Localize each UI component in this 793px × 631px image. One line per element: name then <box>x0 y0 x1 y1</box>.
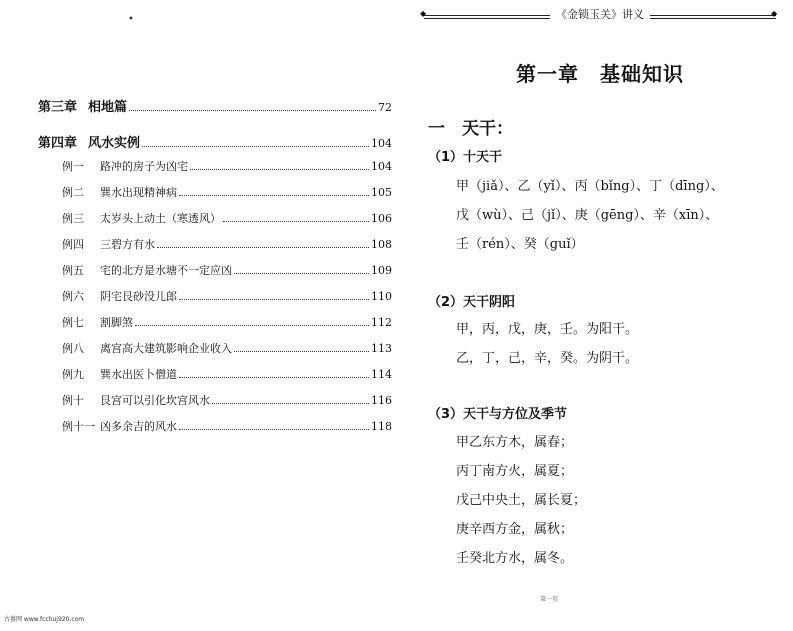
body-line: 甲（jiǎ）、乙（yǐ）、丙（bǐng）、丁（dīng）、 <box>456 179 724 194</box>
chapter-title: 第一章 基础知识 <box>516 62 684 86</box>
toc-example-label <box>62 210 221 226</box>
toc-dot-leader <box>179 298 369 300</box>
toc-dot-leader <box>129 109 376 111</box>
toc-example-number: 例七 <box>62 316 84 329</box>
toc-example-number: 例六 <box>62 290 84 303</box>
toc-example-title: 巽水出医卜僧道 <box>100 368 177 381</box>
toc-example-title: 太岁头上动土（寒透风） <box>100 212 221 225</box>
toc-example-label <box>62 340 232 356</box>
toc-page-number: 109 <box>371 264 392 277</box>
toc-page-number: 113 <box>371 342 392 355</box>
toc-page-number: 112 <box>371 316 392 329</box>
page-number-footer: 第一页 <box>540 596 559 603</box>
toc-dot-leader <box>223 220 369 222</box>
running-header <box>424 6 776 22</box>
body-line: 甲乙东方木，属春； <box>456 435 574 450</box>
toc-example-title: 凶多余吉的风水 <box>100 420 177 433</box>
toc-example-label <box>62 236 155 252</box>
body-line: 乙，丁，己，辛，癸。为阴干。 <box>456 351 639 366</box>
toc-chapter-row[interactable] <box>38 96 392 115</box>
toc-example-title: 路冲的房子为凶宅 <box>100 160 188 173</box>
toc-page-number: 116 <box>371 394 392 407</box>
toc-dot-leader <box>234 350 369 352</box>
running-header-title: 《金锁玉关》讲义 <box>550 8 650 21</box>
toc-example-label <box>62 366 177 382</box>
toc-example-number: 例二 <box>62 186 84 199</box>
toc-example-number: 例十一 <box>62 420 95 433</box>
toc-page-number: 108 <box>371 238 392 251</box>
toc-dot-leader <box>179 376 369 378</box>
toc-example-row[interactable] <box>38 184 392 200</box>
toc-example-number: 例十 <box>62 394 84 407</box>
toc-example-title: 三碧方有水 <box>100 238 155 251</box>
toc-example-title: 割脚煞 <box>100 316 133 329</box>
toc-dot-leader <box>179 194 369 196</box>
toc-example-row[interactable] <box>38 418 392 434</box>
toc-dot-leader <box>179 428 369 430</box>
toc-example-title: 阴宅艮砂没儿郎 <box>100 290 177 303</box>
watermark: 古墓网 www.fcchuj920.com <box>4 616 85 623</box>
toc-example-number: 例九 <box>62 368 84 381</box>
toc-dot-leader <box>212 402 369 404</box>
toc-example-number: 例三 <box>62 212 84 225</box>
toc-example-label <box>62 314 133 330</box>
section-title: 一 天干： <box>428 119 513 139</box>
toc-page-number: 110 <box>371 290 392 303</box>
toc-dot-leader <box>135 324 369 326</box>
toc-example-row[interactable] <box>38 262 392 278</box>
header-diamond-left-icon: ◆ <box>420 9 427 18</box>
toc-example-title: 巽水出现精神病 <box>100 186 177 199</box>
toc-example-number: 例一 <box>62 160 84 173</box>
toc-page-number: 105 <box>371 186 392 199</box>
toc-chapter-number: 第三章 <box>38 100 78 115</box>
toc-example-row[interactable] <box>38 366 392 382</box>
toc-example-row[interactable] <box>38 210 392 226</box>
toc-example-title: 艮宫可以引化坎宫风水 <box>100 394 210 407</box>
body-line: 壬癸北方水，属冬。 <box>456 551 574 566</box>
header-diamond-right-icon: ◆ <box>771 9 778 18</box>
toc-example-label <box>62 418 177 434</box>
toc-page-number: 118 <box>371 420 392 433</box>
body-line: 壬（rén）、癸（guǐ） <box>456 237 584 252</box>
toc-example-row[interactable] <box>38 392 392 408</box>
toc-example-title: 离宫高大建筑影响企业收入 <box>100 342 232 355</box>
body-line: 甲，丙，戊，庚，壬。为阳干。 <box>456 322 639 337</box>
toc-page-number: 104 <box>371 160 392 173</box>
toc-example-row[interactable] <box>38 236 392 252</box>
toc-example-number: 例四 <box>62 238 84 251</box>
toc-dot-leader <box>190 168 369 170</box>
toc-chapter-label <box>38 132 140 151</box>
toc-example-label <box>62 392 210 408</box>
toc-dot-leader <box>234 272 369 274</box>
toc-page-number: 114 <box>371 368 392 381</box>
toc-chapter-title: 相地篇 <box>88 100 128 115</box>
toc-example-row[interactable] <box>38 158 392 174</box>
page-mark: • <box>128 14 134 25</box>
toc-example-label <box>62 158 188 174</box>
toc-page-number: 72 <box>378 101 392 114</box>
toc-example-label <box>62 184 177 200</box>
toc-example-label <box>62 288 177 304</box>
body-line: 庚辛西方金，属秋； <box>456 522 574 537</box>
toc-chapter-number: 第四章 <box>38 136 78 151</box>
toc-example-title: 宅的北方是水塘不一定应凶 <box>100 264 232 277</box>
toc-example-number: 例八 <box>62 342 84 355</box>
toc-chapter-label <box>38 96 127 115</box>
toc-chapter-row[interactable] <box>38 132 392 151</box>
toc-page-number: 104 <box>371 137 392 150</box>
toc-example-row[interactable] <box>38 314 392 330</box>
body-line: 丙丁南方火，属夏； <box>456 464 574 479</box>
toc-example-row[interactable] <box>38 288 392 304</box>
subsection-title: （2）天干阴阳 <box>428 295 516 310</box>
subsection-title: （1）十天干 <box>428 150 503 165</box>
toc-dot-leader <box>142 145 369 147</box>
toc-chapter-title: 风水实例 <box>88 136 141 151</box>
toc-example-row[interactable] <box>38 340 392 356</box>
body-line: 戊己中央土，属长夏； <box>456 493 587 508</box>
subsection-title: （3）天干与方位及季节 <box>428 407 568 422</box>
toc-page-number: 106 <box>371 212 392 225</box>
toc-example-number: 例五 <box>62 264 84 277</box>
body-line: 戊（wù）、己（jǐ）、庚（gēng）、辛（xīn）、 <box>456 208 719 223</box>
toc-example-label <box>62 262 232 278</box>
toc-dot-leader <box>157 246 369 248</box>
